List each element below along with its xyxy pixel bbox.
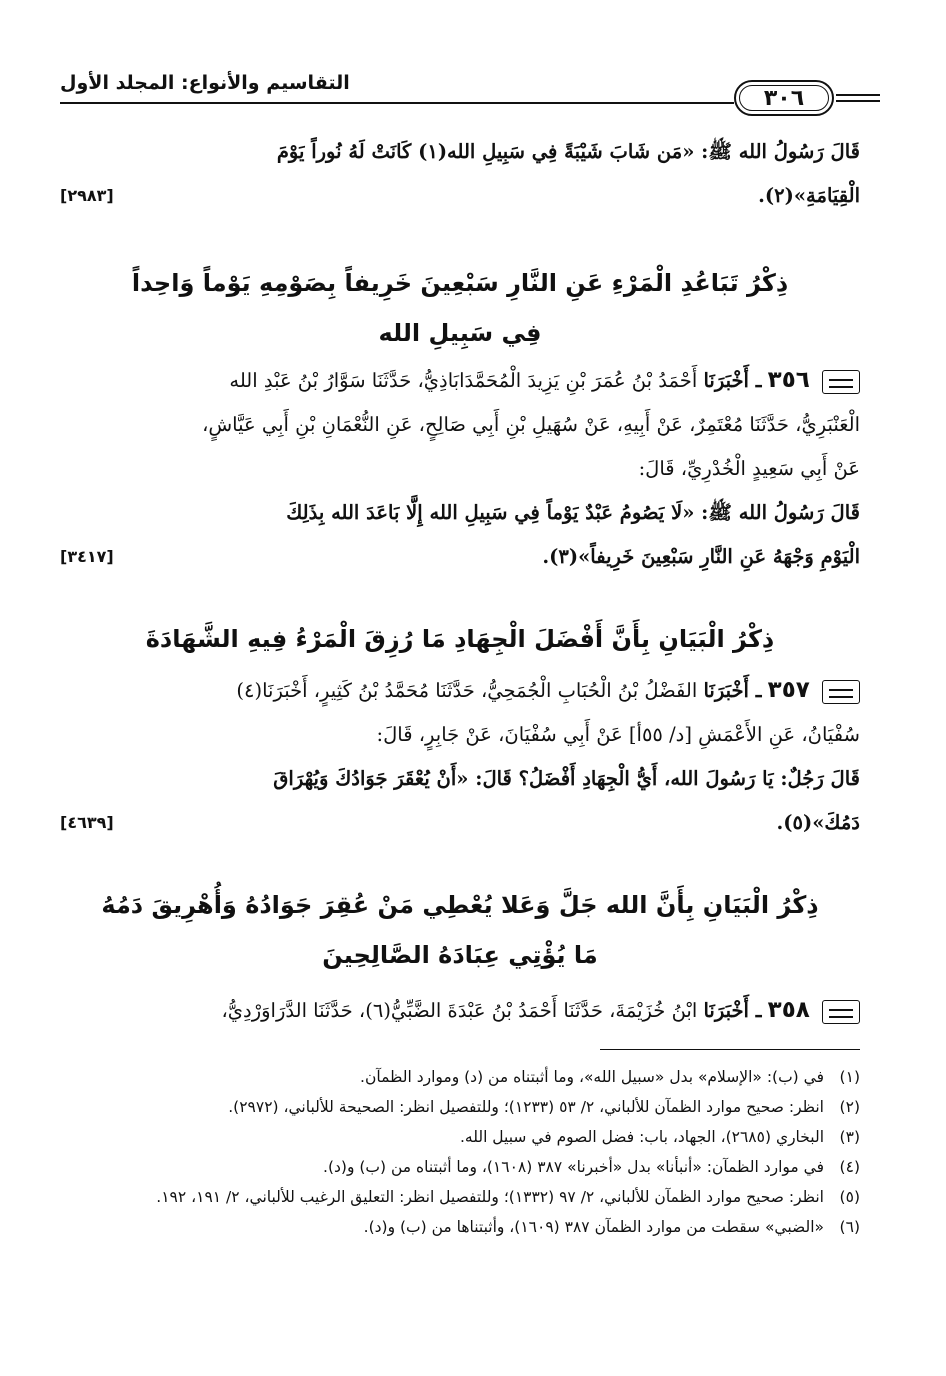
reference-number: [٣٤١٧] — [60, 547, 114, 566]
footnote-text: البخاري (٢٦٨٥)، الجهاد، باب: فضل الصوم في سبيل الله. — [459, 1128, 824, 1146]
hadith-356 — [60, 358, 860, 579]
hadith-number: ٣٥٨ — [767, 997, 810, 1023]
hadith-lead: ـ أَخْبَرَنَا — [703, 999, 762, 1022]
heading-line: ذِكْرُ تَبَاعُدِ الْمَرْءِ عَنِ النَّارِ سَبْعِينَ خَرِيفاً بِصَوْمِهِ يَوْماً وَاحِداً — [131, 269, 789, 297]
text-fragment: دَمُكَ»(٥). — [776, 811, 860, 834]
text-fragment: ابْنُ خُزَيْمَةَ، حَدَّثَنَا أَحْمَدُ بْنُ عَبْدَةَ الضَّبِّيُّ(٦)، حَدَّثَنَا الدَّرَاوَرْدِيُّ، — [221, 999, 698, 1022]
footnote-text: انظر: صحيح موارد الظمآن للألباني، ٢/ ٩٧ (١٣٣٢)؛ وللتفصيل انظر: التعليق الرغيب للألباني، ٢/ ١٩١، ١٩٢. — [156, 1188, 824, 1206]
text-fragment: الفَضْلُ بْنُ الْحُبَابِ الْجُمَحِيُّ، حَدَّثَنَا مُحَمَّدُ بْنُ كَثِيرٍ، أَخْبَرَنَا(٤) — [236, 679, 698, 702]
footnote — [60, 1152, 860, 1182]
text-line — [60, 358, 860, 403]
section-heading — [60, 258, 860, 358]
heading-line: فِي سَبِيلِ الله — [378, 319, 542, 347]
text-line: سُفْيَانُ، عَنِ الأَعْمَشِ [د/ ٥٥أ] عَنْ أَبِي سُفْيَانَ، عَنْ جَابِرٍ، قَالَ: — [376, 723, 860, 746]
hadith-marker-icon — [822, 370, 860, 394]
header-rule — [836, 100, 880, 102]
text-line: قَالَ رَسُولُ الله ﷺ: «لَا يَصُومُ عَبْدٌ يَوْماً فِي سَبِيلِ الله إِلَّا بَاعَدَ الله بِذَلِكَ — [286, 501, 860, 524]
text-line: قَالَ رَجُلٌ: يَا رَسُولَ الله، أَيُّ الْجِهَادِ أَفْضَلُ؟ قَالَ: «أَنْ يُعْقَرَ جَوَادُكَ وَيُهْرَاقَ — [273, 767, 860, 790]
header-rule — [60, 102, 734, 104]
running-title: التقاسيم والأنواع: المجلد الأول — [60, 72, 350, 94]
page-number-frame — [734, 80, 834, 116]
text-fragment: أَحْمَدُ بْنُ عُمَرَ بْنِ يَزِيدَ الْمُحَمَّدَابَاذِيُّ، حَدَّثَنَا سَوَّارُ بْنُ عَبْدِ الله — [229, 369, 698, 392]
footnote-number: (٢) — [839, 1098, 860, 1116]
hadith-357 — [60, 668, 860, 845]
text-line — [60, 801, 860, 845]
page-header — [60, 72, 880, 122]
text-fragment: الْيَوْمِ وَجْهَهُ عَنِ النَّارِ سَبْعِينَ خَرِيفاً»(٣). — [542, 545, 860, 568]
section-heading — [60, 614, 860, 664]
reference-number: [٤٦٣٩] — [60, 813, 114, 832]
text-fragment: الْقِيَامَةِ»(٢). — [758, 184, 860, 207]
footnote — [60, 1092, 860, 1122]
text-line: الْعَنْبَرِيُّ، حَدَّثَنَا مُعْتَمِرٌ، عَنْ أَبِيهِ، عَنْ سُهَيلِ بْنِ أَبِي صَالِحٍ، عَنِ النُّعْمَانِ بْنِ أَبِي عَيَّاشٍ، — [202, 413, 860, 436]
footnote-rule — [600, 1049, 860, 1050]
footnote-number: (٥) — [839, 1188, 860, 1206]
header-rule — [836, 94, 880, 96]
text-line — [60, 668, 860, 713]
text-line — [60, 174, 860, 218]
text-line: قَالَ رَسُولُ الله ﷺ: «مَن شَابَ شَيْبَةً فِي سَبِيلِ الله(١) كَانَتْ لَهُ نُوراً يَوْمَ — [276, 140, 860, 163]
hadith-lead: ـ أَخْبَرَنَا — [703, 369, 762, 392]
footnote — [60, 1212, 860, 1242]
footnote-number: (٣) — [839, 1128, 860, 1146]
hadith-top — [60, 130, 860, 218]
hadith-marker-icon — [822, 1000, 860, 1024]
hadith-number: ٣٥٦ — [767, 367, 810, 393]
heading-line: مَا يُؤْتِي عِبَادَهُ الصَّالِحِينَ — [322, 941, 598, 969]
text-line — [60, 535, 860, 579]
hadith-358 — [60, 988, 860, 1033]
footnote — [60, 1122, 860, 1152]
page-number: ٣٠٦ — [763, 85, 805, 111]
footnote-text: في موارد الظمآن: «أنبأنا» بدل «أخبرنا» ٣٨٧ (١٦٠٨)، وما أثبتناه من (ب) و(د). — [323, 1158, 824, 1176]
text-line: عَنْ أَبِي سَعِيدٍ الْخُدْرِيِّ، قَالَ: — [638, 457, 860, 480]
section-heading — [60, 880, 860, 980]
footnote-number: (٦) — [839, 1218, 860, 1236]
text-line — [60, 988, 860, 1033]
footnote — [60, 1182, 860, 1212]
hadith-marker-icon — [822, 680, 860, 704]
footnotes — [60, 1062, 860, 1242]
footnote — [60, 1062, 860, 1092]
hadith-lead: ـ أَخْبَرَنَا — [703, 679, 762, 702]
footnote-text: انظر: صحيح موارد الظمآن للألباني، ٢/ ٥٣ (١٢٣٣)؛ وللتفصيل انظر: الصحيحة للألباني، (٢٩٧٢). — [228, 1098, 824, 1116]
footnote-text: «الضبي» سقطت من موارد الظمآن ٣٨٧ (١٦٠٩)، وأثبتناها من (ب) و(د). — [363, 1218, 824, 1236]
footnote-text: في (ب): «الإسلام» بدل «سبيل الله»، وما أثبتناه من (د) وموارد الظمآن. — [360, 1068, 824, 1086]
heading-line: ذِكْرُ الْبَيَانِ بِأَنَّ الله جَلَّ وَعَلا يُعْطِي مَنْ عُقِرَ جَوَادُهُ وَأُهْرِيقَ دَمُهُ — [101, 891, 819, 919]
footnote-number: (١) — [839, 1068, 860, 1086]
heading-line: ذِكْرُ الْبَيَانِ بِأَنَّ أَفْضَلَ الْجِهَادِ مَا رُزِقَ الْمَرْءُ فِيهِ الشَّهَادَةَ — [145, 625, 775, 653]
reference-number: [٢٩٨٣] — [60, 186, 114, 205]
hadith-number: ٣٥٧ — [767, 677, 810, 703]
footnote-number: (٤) — [839, 1158, 860, 1176]
